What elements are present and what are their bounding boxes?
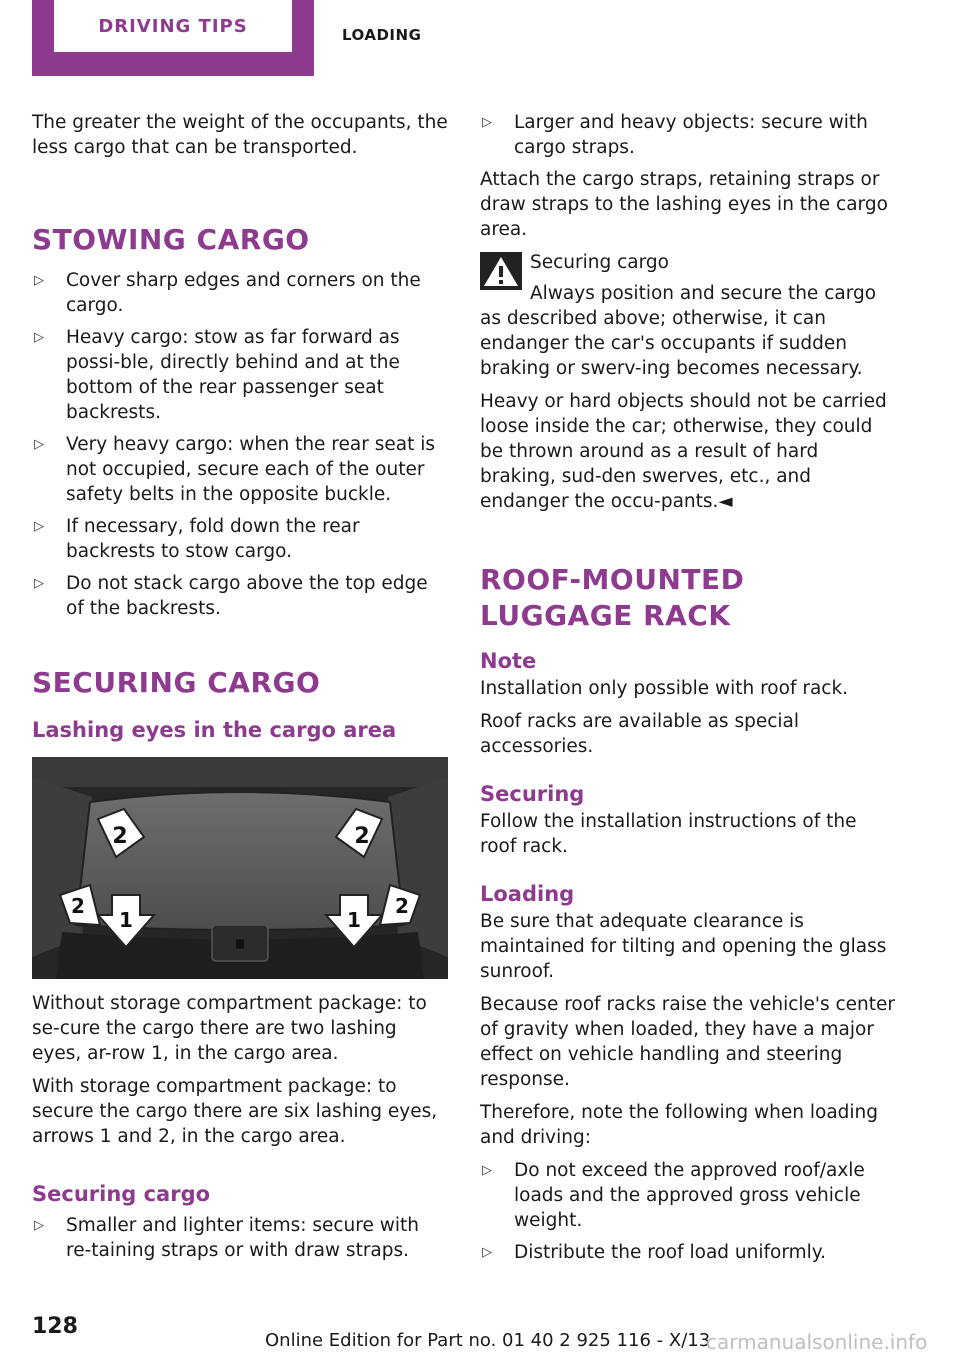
stowing-cargo-heading: STOWING CARGO xyxy=(32,223,310,256)
stowing-list xyxy=(32,268,450,621)
securing-paragraph: Follow the installation instructions of the roof rack. xyxy=(480,811,857,857)
right-column xyxy=(480,110,898,1272)
header-subsection-label: LOADING xyxy=(342,26,422,44)
arrow-label: 2 xyxy=(395,894,409,918)
without-package-paragraph: Without storage compartment package: to se-cure the cargo there are two lashing eyes, ar-row 1, in the cargo area. xyxy=(32,993,427,1064)
securing-heading: Securing xyxy=(480,782,585,806)
securing-cargo-subheading: Securing cargo xyxy=(32,1182,211,1206)
edition-footer: Online Edition for Part no. 01 40 2 925 116 - X/13 xyxy=(265,1330,711,1351)
cargo-area-figure xyxy=(32,757,448,979)
list-item: ▷ Heavy cargo: stow as far forward as possi-ble, directly behind and at the bottom of the rear passenger seat backrests. xyxy=(32,325,450,425)
arrow-label: 2 xyxy=(112,824,128,849)
left-column xyxy=(32,110,450,1270)
intro-paragraph: The greater the weight of the occupants, the less cargo that can be transported. xyxy=(32,112,448,158)
note-paragraph-2: Roof racks are available as special accessories. xyxy=(480,711,799,757)
warning-notice xyxy=(480,250,898,381)
arrow-label: 2 xyxy=(354,824,370,849)
roof-rack-heading: ROOF-MOUNTED LUGGAGE RACK xyxy=(480,563,745,632)
securing-list-continued xyxy=(480,110,898,160)
loading-paragraph-1: Be sure that adequate clearance is maintained for tilting and opening the glass sunroof. xyxy=(480,911,887,982)
with-package-paragraph: With storage compartment package: to secure the cargo there are six lashing eyes, arrows 1 and 2, in the cargo area. xyxy=(32,1076,438,1147)
list-item: ▷ Do not exceed the approved roof/axle loads and the approved gross vehicle weight. xyxy=(480,1158,898,1233)
note-paragraph-1: Installation only possible with roof rack. xyxy=(480,678,849,699)
warning-triangle-icon xyxy=(480,252,522,290)
attach-paragraph: Attach the cargo straps, retaining straps or draw straps to the lashing eyes in the cargo area. xyxy=(480,169,888,240)
loading-heading: Loading xyxy=(480,882,575,906)
securing-list xyxy=(32,1213,450,1263)
heavy-objects-paragraph: Heavy or hard objects should not be carried loose inside the car; otherwise, they could be thrown around as a result of hard braking, sud-den swerves, etc., and endanger the occu-pants.◄ xyxy=(480,391,887,512)
list-item: ▷ Very heavy cargo: when the rear seat is not occupied, secure each of the outer safety belts in the opposite buckle. xyxy=(32,432,450,507)
securing-cargo-heading: SECURING CARGO xyxy=(32,666,321,699)
header-section-label: DRIVING TIPS xyxy=(54,0,292,52)
header-section-tab xyxy=(32,0,314,76)
arrow-label: 1 xyxy=(119,908,133,932)
list-item: ▷ Do not stack cargo above the top edge of the backrests. xyxy=(32,571,450,621)
warning-title: Securing cargo xyxy=(530,252,669,273)
list-item: ▷ Cover sharp edges and corners on the cargo. xyxy=(32,268,450,318)
loading-list xyxy=(480,1158,898,1265)
loading-paragraph-2: Because roof racks raise the vehicle's center of gravity when loaded, they have a major effect on vehicle handling and steering response. xyxy=(480,994,896,1090)
arrow-label: 1 xyxy=(347,908,361,932)
list-item: ▷ Distribute the roof load uniformly. xyxy=(480,1240,898,1265)
lashing-eyes-heading: Lashing eyes in the cargo area xyxy=(32,718,397,742)
cargo-area-illustration xyxy=(32,757,448,979)
list-item: ▷ Smaller and lighter items: secure with re-taining straps or with draw straps. xyxy=(32,1213,450,1263)
arrow-label: 2 xyxy=(71,894,85,918)
note-heading: Note xyxy=(480,649,537,673)
watermark: carmanualsonline.info xyxy=(706,1330,928,1354)
loading-paragraph-3: Therefore, note the following when loading and driving: xyxy=(480,1102,879,1148)
list-item: ▷ Larger and heavy objects: secure with cargo straps. xyxy=(480,110,898,160)
page-number: 128 xyxy=(32,1314,78,1339)
warning-body: Always position and secure the cargo as described above; otherwise, it can endanger the car's occupants if sudden braking or swerv-ing becomes necessary. xyxy=(480,283,877,379)
list-item: ▷ If necessary, fold down the rear backrests to stow cargo. xyxy=(32,514,450,564)
